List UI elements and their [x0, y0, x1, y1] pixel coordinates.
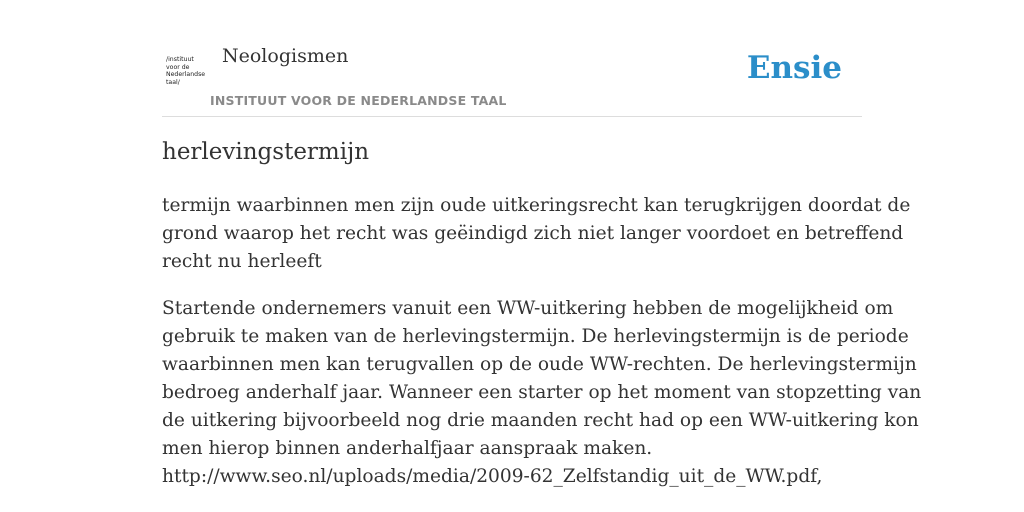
- source-subtitle: INSTITUUT VOOR DE NEDERLANDSE TAAL: [210, 93, 507, 108]
- logo-text-line: /instituut: [166, 56, 194, 63]
- header: [162, 0, 862, 117]
- institute-logo[interactable]: [166, 56, 210, 90]
- entry-example: [162, 295, 922, 491]
- example-line: Startende ondernemers vanuit een WW-uitkering hebben de mogelijkheid om: [162, 298, 894, 319]
- example-source-line: http://www.seo.nl/uploads/media/2009-62_Zelfstandig_uit_de_WW.pdf,: [162, 466, 823, 487]
- source-title[interactable]: Neologismen: [222, 45, 349, 67]
- example-line: de uitkering bijvoorbeeld nog drie maanden recht had op een WW-uitkering kon: [162, 410, 919, 431]
- example-line: bedroeg anderhalf jaar. Wanneer een starter op het moment van stopzetting van: [162, 382, 922, 403]
- logo-text-line: voor de: [166, 63, 190, 71]
- definition-line: grond waarop het recht was geëindigd zich niet langer voordoet en betreffend: [162, 223, 904, 244]
- logo-text-line: taal/: [166, 78, 180, 86]
- brand-logo[interactable]: Ensie: [746, 50, 842, 86]
- entry-definition: [162, 192, 911, 276]
- example-line: men hierop binnen anderhalfjaar aanspraak maken.: [162, 438, 653, 459]
- entry-term: herlevingstermijn: [162, 139, 370, 165]
- definition-line: recht nu herleeft: [162, 251, 322, 272]
- example-line: waarbinnen men kan terugvallen op de oude WW-rechten. De herlevingstermijn: [162, 354, 917, 375]
- example-line: gebruik te maken van de herlevingstermijn. De herlevingstermijn is de periode: [162, 326, 909, 347]
- logo-text-line: Nederlandse: [166, 71, 206, 78]
- definition-line: termijn waarbinnen men zijn oude uitkeringsrecht kan terugkrijgen doordat de: [162, 195, 911, 216]
